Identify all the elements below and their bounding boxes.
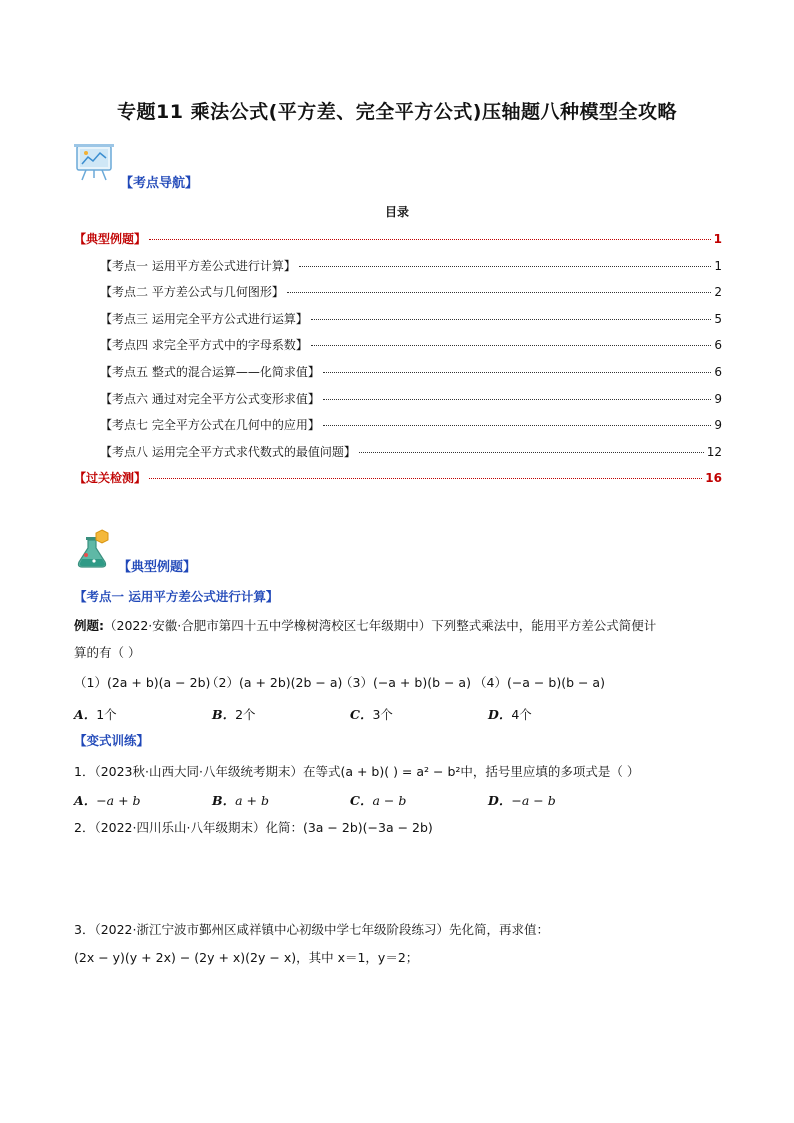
toc-entry-label: 【考点三 运用完全平方公式进行运算】 bbox=[100, 311, 308, 326]
example-item-2: （2）(a + 2b)(2b − a) bbox=[206, 675, 343, 690]
toc-entry-page: 1 bbox=[713, 232, 722, 246]
toc-entry-page: 5 bbox=[714, 311, 722, 326]
toc-entry[interactable] bbox=[100, 336, 722, 353]
toc-entry-page: 1 bbox=[714, 258, 722, 273]
section-header bbox=[74, 528, 374, 575]
toc-heading: 目录 bbox=[384, 205, 409, 219]
toc-entry-label: 【考点四 求完全平方式中的字母系数】 bbox=[100, 338, 308, 353]
toc-entry-label: 【考点六 通过对完全平方公式变形求值】 bbox=[100, 391, 320, 406]
toc-leader-dots bbox=[149, 238, 711, 240]
toc-leader-dots bbox=[323, 398, 712, 400]
example-prefix: 例题: bbox=[74, 618, 104, 633]
toc-leader-dots bbox=[149, 477, 702, 479]
q1-option-c[interactable]: C．a − b bbox=[350, 793, 407, 808]
example-option-b[interactable]: B．2个 bbox=[212, 707, 256, 722]
q1-option-d[interactable]: D．−a − b bbox=[488, 793, 556, 808]
question-3-text-1: 3．（2022·浙江宁波市鄞州区咸祥镇中心初级中学七年级阶段练习）先化简，再求值： bbox=[74, 922, 549, 937]
q1-option-b[interactable]: B．a + b bbox=[212, 793, 269, 808]
nav-header bbox=[74, 142, 374, 190]
example-line-1 bbox=[74, 616, 656, 634]
toc-entry-label: 【考点五 整式的混合运算——化简求值】 bbox=[100, 365, 320, 379]
toc-leader-dots bbox=[359, 451, 704, 453]
toc-entry-label: 【考点八 运用完全平方式求代数式的最值问题】 bbox=[100, 444, 356, 459]
flask-icon bbox=[74, 528, 114, 570]
example-text-2: 算的有（ ） bbox=[74, 645, 141, 660]
toc-entry[interactable] bbox=[100, 416, 722, 433]
toc-entry-page: 2 bbox=[714, 285, 722, 300]
nav-label: 【考点导航】 bbox=[120, 176, 199, 191]
document-title: 专题11 乘法公式(平方差、完全平方公式)压轴题八种模型全攻略 bbox=[117, 101, 677, 123]
toc-entry-label: 【过关检测】 bbox=[74, 471, 147, 486]
section-label: 【典型例题】 bbox=[118, 560, 197, 575]
toc-leader-dots bbox=[311, 344, 712, 346]
example-option-c[interactable]: C．3个 bbox=[350, 707, 393, 722]
toc-entry[interactable] bbox=[100, 310, 722, 327]
toc-entry-page: 6 bbox=[714, 365, 722, 379]
toc-entry[interactable] bbox=[100, 283, 722, 300]
toc-entry[interactable] bbox=[100, 363, 722, 380]
toc-entry-page: 6 bbox=[714, 338, 722, 353]
example-option-a[interactable]: A．1个 bbox=[74, 707, 117, 722]
toc-entry-page: 9 bbox=[714, 391, 722, 406]
toc-leader-dots bbox=[287, 291, 712, 293]
toc-entry[interactable] bbox=[100, 443, 722, 460]
example-text-1: （2022·安徽·合肥市第四十五中学橡树湾校区七年级期中）下列整式乘法中，能用平方差公式简便计 bbox=[104, 618, 657, 633]
variant-heading: 【变式训练】 bbox=[74, 733, 150, 748]
toc-entry-page: 16 bbox=[705, 471, 722, 486]
toc-leader-dots bbox=[323, 371, 712, 373]
toc-entry-label: 【考点二 平方差公式与几何图形】 bbox=[100, 285, 284, 300]
toc-entry[interactable] bbox=[74, 230, 722, 247]
example-item-3: （3）(−a + b)(b − a) bbox=[340, 675, 471, 690]
toc-leader-dots bbox=[299, 265, 712, 267]
toc-entry-page: 12 bbox=[706, 444, 722, 459]
example-option-d[interactable]: D．4个 bbox=[488, 707, 532, 722]
question-3-text-2: (2x − y)(y + 2x) − (2y + x)(2y − x)，其中 x＝1，y＝2； bbox=[74, 950, 419, 965]
toc-entry-label: 【典型例题】 bbox=[74, 232, 147, 246]
presentation-board-icon bbox=[74, 142, 116, 182]
example-item-4: （4）(−a − b)(b − a) bbox=[474, 675, 605, 690]
toc-entry[interactable] bbox=[74, 469, 722, 486]
q1-option-a[interactable]: A．−a + b bbox=[74, 793, 141, 808]
toc-leader-dots bbox=[323, 424, 712, 426]
toc-entry[interactable] bbox=[100, 257, 722, 274]
toc-entry-page: 9 bbox=[714, 418, 722, 433]
question-1-text: 1．（2023秋·山西大同·八年级统考期末）在等式(a + b)( ) = a² − b²中，括号里应填的多项式是（ ） bbox=[74, 764, 640, 779]
toc-entry[interactable] bbox=[100, 390, 722, 407]
toc-entry-label: 【考点一 运用平方差公式进行计算】 bbox=[100, 258, 296, 273]
toc-entry-label: 【考点七 完全平方公式在几何中的应用】 bbox=[100, 418, 320, 433]
example-item-1: （1）(2a + b)(a − 2b) bbox=[74, 675, 211, 690]
toc-leader-dots bbox=[311, 318, 712, 320]
question-2-text: 2．（2022·四川乐山·八年级期末）化简：(3a − 2b)(−3a − 2b) bbox=[74, 820, 433, 835]
kaodian-heading: 【考点一 运用平方差公式进行计算】 bbox=[74, 589, 279, 604]
